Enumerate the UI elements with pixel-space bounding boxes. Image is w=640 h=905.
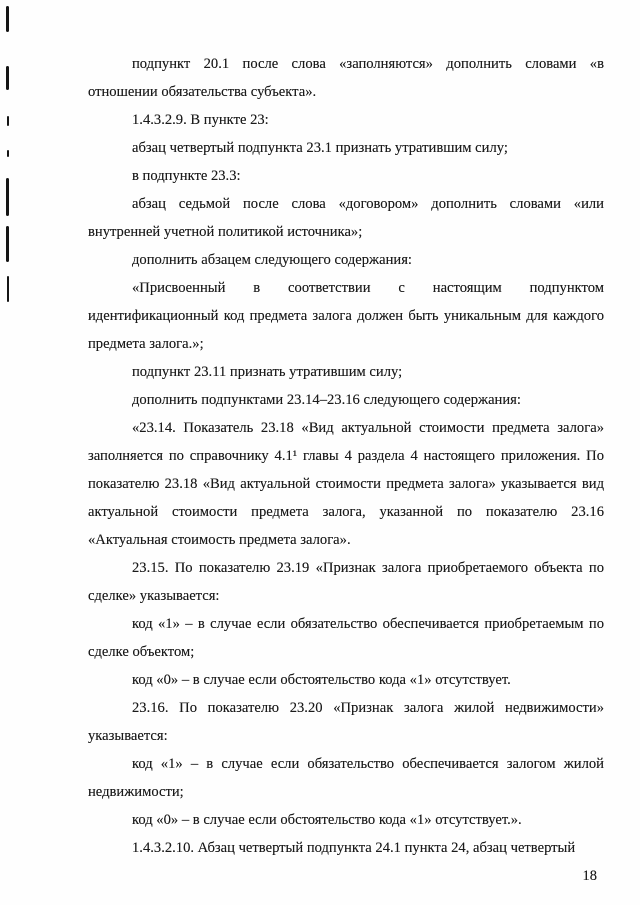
document-body xyxy=(88,50,604,870)
document-paragraph: код «0» – в случае если обстоятельство кода «1» отсутствует.». xyxy=(132,812,522,828)
scan-artifact-mark xyxy=(6,226,9,262)
scan-artifact-mark xyxy=(6,6,9,32)
document-paragraph: «Присвоенный в соответствии с настоящим подпунктом идентификационный код предмета залога должен быть уникальным для каждого предмета залога.»; xyxy=(88,280,604,352)
scan-artifact-mark xyxy=(7,150,9,157)
page-number: 18 xyxy=(582,868,597,884)
scan-artifact-mark xyxy=(6,66,9,90)
document-paragraph: дополнить подпунктами 23.14–23.16 следующего содержания: xyxy=(132,392,521,408)
document-paragraph: абзац седьмой после слова «договором» дополнить словами «или внутренней учетной политикой источника»; xyxy=(88,196,604,240)
document-paragraph: 1.4.3.2.10. Абзац четвертый подпункта 24.1 пункта 24, абзац четвертый xyxy=(132,840,576,856)
document-paragraph: абзац четвертый подпункта 23.1 признать утратившим силу; xyxy=(132,140,508,156)
scan-artifact-mark xyxy=(7,116,9,126)
document-paragraph: 23.16. По показателю 23.20 «Признак залога жилой недвижимости» указывается: xyxy=(88,700,604,744)
document-paragraph: код «1» – в случае если обязательство обеспечивается залогом жилой недвижимости; xyxy=(88,756,604,800)
scan-artifact-mark xyxy=(6,178,9,216)
document-paragraph: подпункт 20.1 после слова «заполняются» дополнить словами «в отношении обязательства субъекта». xyxy=(88,56,604,100)
document-paragraph: 1.4.3.2.9. В пункте 23: xyxy=(132,112,269,128)
document-paragraph: код «1» – в случае если обязательство обеспечивается приобретаемым по сделке объектом; xyxy=(88,616,604,660)
document-paragraph: код «0» – в случае если обстоятельство кода «1» отсутствует. xyxy=(132,672,511,688)
document-paragraph: подпункт 23.11 признать утратившим силу; xyxy=(132,364,403,380)
document-paragraph: дополнить абзацем следующего содержания: xyxy=(132,252,412,268)
document-paragraph: «23.14. Показатель 23.18 «Вид актуальной стоимости предмета залога» заполняется по справочнику 4.1¹ главы 4 раздела 4 настоящего приложения. По показателю 23.18 «Вид актуальной стоимости предмета залога» указывается вид актуальной стоимости предмета залога, указанной по показателю 23.16 «Актуальная стоимость предмета залога». xyxy=(88,420,604,548)
document-paragraph: 23.15. По показателю 23.19 «Признак залога приобретаемого объекта по сделке» указывается: xyxy=(88,560,604,604)
scan-artifact-mark xyxy=(7,276,9,302)
document-paragraph: в подпункте 23.3: xyxy=(132,168,241,184)
